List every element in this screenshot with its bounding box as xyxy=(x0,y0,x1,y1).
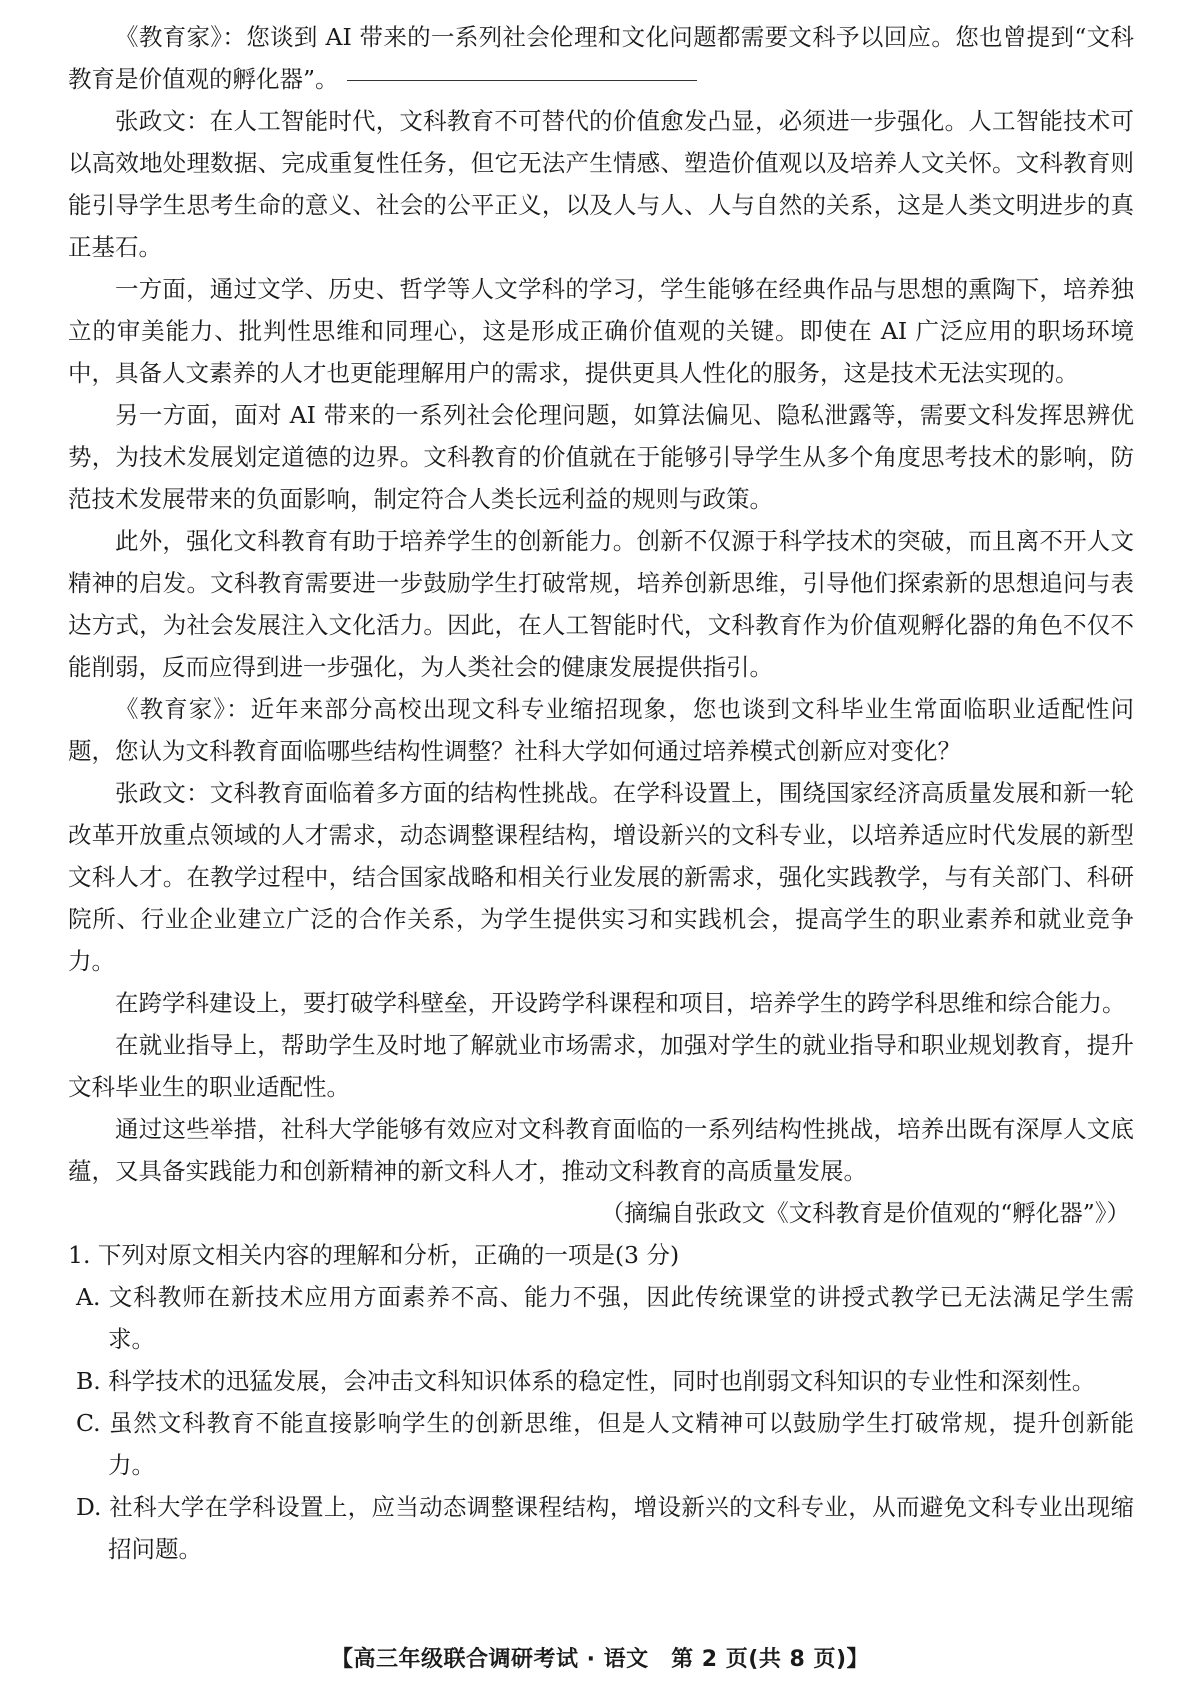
page-footer: 【高三年级联合调研考试 · 语文 第 2 页(共 8 页)】 xyxy=(330,1647,870,1672)
paragraph-7: 张政文：文科教育面临着多方面的结构性挑战。在学科设置上，围绕国家经济高质量发展和新一轮改革开放重点领域的人才需求，动态调整课程结构，增设新兴的文科专业，以培养适应时代发展的新型文科人才。在教学过程中，结合国家战略和相关行业发展的新需求，强化实践教学，与有关部门、科研院所、行业企业建立广泛的合作关系，为学生提供实习和实践机会，提高学生的职业素养和就业竞争力。 xyxy=(68,779,1134,975)
option-a: A. 文科教师在新技术应用方面素养不高、能力不强，因此传统课堂的讲授式教学已无法满足学生需求。 xyxy=(76,1283,1134,1353)
paragraph-8: 在跨学科建设上，要打破学科壁垒，开设跨学科课程和项目，培养学生的跨学科思维和综合能力。 xyxy=(115,989,1126,1017)
paragraph-9: 在就业指导上，帮助学生及时地了解就业市场需求，加强对学生的就业指导和职业规划教育，提升文科毕业生的职业适配性。 xyxy=(68,1031,1134,1101)
source-citation: （摘编自张政文《文科教育是价值观的“孵化器”》） xyxy=(600,1199,1130,1227)
paragraph-6: 《教育家》：近年来部分高校出现文科专业缩招现象，您也谈到文科毕业生常面临职业适配性问题，您认为文科教育面临哪些结构性调整？社科大学如何通过培养模式创新应对变化？ xyxy=(68,695,1134,765)
paragraph-3: 一方面，通过文学、历史、哲学等人文学科的学习，学生能够在经典作品与思想的熏陶下，培养独立的审美能力、批判性思维和同理心，这是形成正确价值观的关键。即使在 AI 广泛应用的职场环境中，具备人文素养的人才也更能理解用户的需求，提供更具人性化的服务，这是技术无法实现的。 xyxy=(68,275,1134,387)
paragraph-1 xyxy=(68,16,1134,100)
paragraph-10: 通过这些举措，社科大学能够有效应对文科教育面临的一系列结构性挑战，培养出既有深厚人文底蕴，又具备实践能力和创新精神的新文科人才，推动文科教育的高质量发展。 xyxy=(68,1115,1134,1185)
option-d: D. 社科大学在学科设置上，应当动态调整课程结构，增设新兴的文科专业，从而避免文科专业出现缩招问题。 xyxy=(76,1493,1134,1563)
paragraph-5: 此外，强化文科教育有助于培养学生的创新能力。创新不仅源于科学技术的突破，而且离不开人文精神的启发。文科教育需要进一步鼓励学生打破常规，培养创新思维，引导他们探索新的思想追问与表达方式，为社会发展注入文化活力。因此，在人工智能时代，文科教育作为价值观孵化器的角色不仅不能削弱，反而应得到进一步强化，为人类社会的健康发展提供指引。 xyxy=(68,527,1134,681)
option-c: C. 虽然文科教育不能直接影响学生的创新思维，但是人文精神可以鼓励学生打破常规，提升创新能力。 xyxy=(76,1409,1134,1479)
article-body xyxy=(68,16,1134,1570)
paragraph-1-text: 《教育家》：您谈到 AI 带来的一系列社会伦理和文化问题都需要文科予以回应。您也曾提到“文科教育是价值观的孵化器”。 xyxy=(68,23,1134,93)
option-b: B. 科学技术的迅猛发展，会冲击文科知识体系的稳定性，同时也削弱文科知识的专业性和深刻性。 xyxy=(76,1367,1096,1395)
answer-blank-line xyxy=(347,79,697,81)
question-1 xyxy=(68,1234,1134,1570)
question-1-stem: 1. 下列对原文相关内容的理解和分析，正确的一项是(3 分) xyxy=(68,1241,680,1269)
paragraph-2: 张政文：在人工智能时代，文科教育不可替代的价值愈发凸显，必须进一步强化。人工智能技术可以高效地处理数据、完成重复性任务，但它无法产生情感、塑造价值观以及培养人文关怀。文科教育则能引导学生思考生命的意义、社会的公平正义，以及人与人、人与自然的关系，这是人类文明进步的真正基石。 xyxy=(68,107,1134,261)
paragraph-4: 另一方面，面对 AI 带来的一系列社会伦理问题，如算法偏见、隐私泄露等，需要文科发挥思辨优势，为技术发展划定道德的边界。文科教育的价值就在于能够引导学生从多个角度思考技术的影响，防范技术发展带来的负面影响，制定符合人类长远利益的规则与政策。 xyxy=(68,401,1134,513)
